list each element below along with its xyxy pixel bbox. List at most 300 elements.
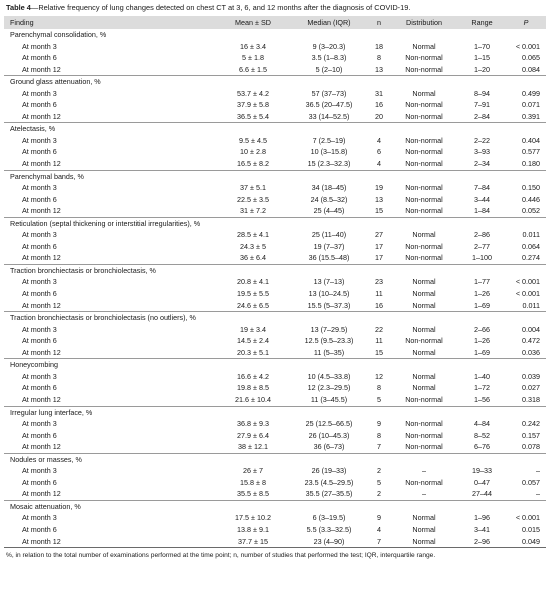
range-cell: 1–77 xyxy=(474,277,490,287)
mean-sd-cell: 16 ± 3.4 xyxy=(240,41,266,51)
finding-cell: At month 6 xyxy=(22,477,57,487)
p-value-cell: 0.039 xyxy=(522,371,540,381)
mean-sd-cell: 31 ± 7.2 xyxy=(240,206,266,216)
p-value-cell: 0.274 xyxy=(522,253,540,263)
mean-sd-cell: 35.5 ± 8.5 xyxy=(237,489,269,499)
header-mean-sd: Mean ± SD xyxy=(235,18,271,27)
n-cell: 23 xyxy=(375,277,383,287)
n-cell: 18 xyxy=(375,41,383,51)
n-cell: 4 xyxy=(377,524,381,534)
distribution-cell: – xyxy=(422,466,426,476)
n-cell: 17 xyxy=(375,241,383,251)
table-footnote: %, in relation to the total number of examinations performed at the time point; n, number of studies that performed the test; IQR, interquartile range. xyxy=(6,552,436,560)
median-iqr-cell: 57 (37–73) xyxy=(311,88,347,98)
finding-cell: At month 12 xyxy=(22,111,61,121)
median-iqr-cell: 36 (6–73) xyxy=(313,442,345,452)
distribution-cell: Non-normal xyxy=(405,111,443,121)
median-iqr-cell: 26 (10–45.3) xyxy=(308,430,350,440)
p-value-cell: 0.242 xyxy=(522,419,540,429)
median-iqr-cell: 19 (7–37) xyxy=(313,241,345,251)
table-body xyxy=(4,29,546,548)
range-cell: 2–66 xyxy=(474,324,490,334)
finding-cell: At month 6 xyxy=(22,194,57,204)
group-header-row xyxy=(4,217,546,229)
p-value-cell: 0.084 xyxy=(522,64,540,74)
finding-cell: At month 3 xyxy=(22,135,57,145)
p-value-cell: 0.577 xyxy=(522,147,540,157)
table-row xyxy=(4,300,546,312)
median-iqr-cell: 36.5 (20–47.5) xyxy=(305,100,353,110)
table-row xyxy=(4,524,546,536)
range-cell: 8–94 xyxy=(474,88,490,98)
median-iqr-cell: 10 (4.5–33.8) xyxy=(307,371,351,381)
range-cell: 2–22 xyxy=(474,135,490,145)
n-cell: 13 xyxy=(375,194,383,204)
mean-sd-cell: 6.6 ± 1.5 xyxy=(239,64,267,74)
p-value-cell: 0.057 xyxy=(522,477,540,487)
distribution-cell: Non-normal xyxy=(405,394,443,404)
mean-sd-cell: 37 ± 5.1 xyxy=(240,183,266,193)
table-row xyxy=(4,41,546,53)
distribution-cell: Normal xyxy=(412,277,436,287)
median-iqr-cell: 23 (4–90) xyxy=(290,536,368,548)
distribution-cell: Non-normal xyxy=(405,430,443,440)
distribution-cell: Normal xyxy=(412,230,436,240)
range-cell: 4–84 xyxy=(474,419,490,429)
group-title: Atelectasis, % xyxy=(4,123,546,135)
mean-sd-cell: 24.3 ± 5 xyxy=(240,241,266,251)
range-cell: 1–70 xyxy=(474,41,490,51)
table-row xyxy=(4,536,546,548)
table-row xyxy=(4,477,546,489)
n-cell: 19 xyxy=(375,183,383,193)
distribution-cell: Normal xyxy=(412,324,436,334)
range-cell: 2–84 xyxy=(474,111,490,121)
n-cell: 20 xyxy=(375,111,383,121)
table-label: Table 4 xyxy=(6,3,31,12)
mean-sd-cell: 27.9 ± 6.4 xyxy=(237,430,269,440)
n-cell: 7 xyxy=(377,442,381,452)
range-cell: 6–76 xyxy=(474,442,490,452)
table-row xyxy=(4,88,546,100)
range-cell: 19–33 xyxy=(472,466,492,476)
mean-sd-cell: 19.5 ± 5.5 xyxy=(237,289,269,299)
table-row xyxy=(4,111,546,123)
range-cell: 1–15 xyxy=(474,53,490,63)
range-cell: 1–20 xyxy=(474,64,490,74)
distribution-cell: Normal xyxy=(412,347,436,357)
p-value-cell: < 0.001 xyxy=(515,41,540,51)
group-title: Parenchymal consolidation, % xyxy=(10,30,107,39)
p-value-cell: – xyxy=(536,466,540,476)
table-row xyxy=(4,430,546,442)
range-cell: 1–56 xyxy=(474,394,490,404)
table-row xyxy=(4,418,546,430)
mean-sd-cell: 20.3 ± 5.1 xyxy=(237,347,269,357)
group-header-row xyxy=(4,76,546,88)
median-iqr-cell: 25 (4–45) xyxy=(313,206,345,216)
n-cell: 4 xyxy=(377,159,381,169)
finding-cell: At month 12 xyxy=(22,300,61,310)
table-row xyxy=(4,241,546,253)
header-median-iqr: Median (IQR) xyxy=(307,18,351,27)
table-row xyxy=(4,205,546,217)
mean-sd-cell: 20.8 ± 4.1 xyxy=(237,277,269,287)
p-value-cell: 0.052 xyxy=(522,206,540,216)
table-row xyxy=(4,146,546,158)
group-header-row xyxy=(4,29,546,41)
n-cell: 2 xyxy=(377,466,381,476)
n-cell: 4 xyxy=(377,135,381,145)
p-value-cell: 0.071 xyxy=(522,100,540,110)
header-finding: Finding xyxy=(10,18,34,27)
finding-cell: At month 3 xyxy=(22,466,57,476)
n-cell: 27 xyxy=(375,230,383,240)
distribution-cell: Non-normal xyxy=(405,442,443,452)
median-iqr-cell: 15 (2.3–32.3) xyxy=(307,159,351,169)
group-title: Reticulation (septal thickening or interstitial irregularities), % xyxy=(4,217,546,229)
range-cell: 1–40 xyxy=(474,371,490,381)
mean-sd-cell: 37.7 ± 15 xyxy=(216,536,290,548)
p-value-cell: 0.027 xyxy=(522,383,540,393)
distribution-cell: Normal xyxy=(412,513,436,523)
p-value-cell: 0.064 xyxy=(522,241,540,251)
median-iqr-cell: 35.5 (27–35.5) xyxy=(305,489,353,499)
mean-sd-cell: 13.8 ± 9.1 xyxy=(237,524,269,534)
finding-cell: At month 12 xyxy=(22,159,61,169)
table-row xyxy=(4,324,546,336)
median-iqr-cell: 33 (14–52.5) xyxy=(308,111,350,121)
finding-cell: At month 12 xyxy=(22,253,61,263)
range-cell: 1–69 xyxy=(474,347,490,357)
mean-sd-cell: 10 ± 2.8 xyxy=(240,147,266,157)
range-cell: 1–26 xyxy=(474,336,490,346)
header-n: n xyxy=(377,18,381,27)
distribution-cell: Non-normal xyxy=(405,100,443,110)
p-value-cell: 0.318 xyxy=(522,394,540,404)
p-value-cell: 0.150 xyxy=(522,183,540,193)
p-value-cell: 0.004 xyxy=(522,324,540,334)
n-cell: 17 xyxy=(375,253,383,263)
mean-sd-cell: 38 ± 12.1 xyxy=(238,442,268,452)
finding-cell: At month 6 xyxy=(22,53,57,63)
table-row xyxy=(4,371,546,383)
table-row xyxy=(4,252,546,264)
group-title: Irregular lung interface, % xyxy=(4,406,546,418)
distribution-cell: Non-normal xyxy=(405,419,443,429)
range-cell: 1–26 xyxy=(474,289,490,299)
table-row xyxy=(4,194,546,206)
p-value-cell: 0.015 xyxy=(522,524,540,534)
range-cell: 1–84 xyxy=(474,206,490,216)
finding-cell: At month 6 xyxy=(22,336,57,346)
median-iqr-cell: 15.5 (5–37.3) xyxy=(307,300,351,310)
finding-cell: At month 6 xyxy=(22,241,57,251)
group-header-row xyxy=(4,170,546,182)
group-title: Mosaic attenuation, % xyxy=(4,500,546,512)
n-cell: 31 xyxy=(375,88,383,98)
range-cell: 2–77 xyxy=(474,241,490,251)
median-iqr-cell: 9 (3–20.3) xyxy=(312,41,346,51)
finding-cell: At month 6 xyxy=(22,383,57,393)
table-row xyxy=(4,441,546,453)
distribution-cell: Non-normal xyxy=(405,194,443,204)
header-distribution: Distribution xyxy=(406,18,442,27)
table-row xyxy=(4,288,546,300)
distribution-cell: Normal xyxy=(412,371,436,381)
distribution-cell: Non-normal xyxy=(405,64,443,74)
table-row xyxy=(4,182,546,194)
group-header-row xyxy=(4,264,546,276)
finding-cell: At month 3 xyxy=(22,324,57,334)
header-range: Range xyxy=(471,18,493,27)
median-iqr-cell: 11 (5–35) xyxy=(313,347,345,357)
n-cell: 9 xyxy=(377,513,381,523)
table-row xyxy=(4,135,546,147)
range-cell: 3–93 xyxy=(474,147,490,157)
median-iqr-cell: 5 (2–10) xyxy=(315,64,343,74)
median-iqr-cell: 3.5 (1–8.3) xyxy=(311,53,347,63)
median-iqr-cell: 13 (7–13) xyxy=(313,277,345,287)
p-value-cell: 0.011 xyxy=(522,230,540,240)
group-title: Ground glass attenuation, % xyxy=(4,76,546,88)
range-cell: 3–41 xyxy=(474,524,490,534)
median-iqr-cell: 34 (18–45) xyxy=(311,183,347,193)
median-iqr-cell: 13 (10–24.5) xyxy=(308,289,350,299)
mean-sd-cell: 16.6 ± 4.2 xyxy=(237,371,269,381)
range-cell: 27–44 xyxy=(472,489,492,499)
table-row xyxy=(4,335,546,347)
distribution-cell: Normal xyxy=(412,41,436,51)
finding-cell: At month 12 xyxy=(22,394,61,404)
finding-cell: At month 3 xyxy=(22,419,57,429)
table-row xyxy=(4,64,546,76)
range-cell: 1–96 xyxy=(474,513,490,523)
finding-cell: At month 6 xyxy=(22,430,57,440)
mean-sd-cell: 36.5 ± 5.4 xyxy=(237,111,269,121)
mean-sd-cell: 53.7 ± 4.2 xyxy=(237,88,269,98)
mean-sd-cell: 17.5 ± 10.2 xyxy=(235,513,271,523)
n-cell: 15 xyxy=(375,206,383,216)
distribution-cell: Normal xyxy=(412,524,436,534)
header-p-value: P xyxy=(523,18,529,27)
p-value-cell: 0.404 xyxy=(522,135,540,145)
p-value-cell: 0.065 xyxy=(522,53,540,63)
finding-cell: At month 12 xyxy=(22,489,61,499)
p-value-cell: 0.391 xyxy=(522,111,540,121)
group-title: Traction bronchiectasis or bronchiolectasis (no outliers), % xyxy=(4,312,546,324)
n-cell: 15 xyxy=(375,347,383,357)
p-value-cell: 0.011 xyxy=(522,300,540,310)
table-row xyxy=(4,347,546,359)
distribution-cell: Non-normal xyxy=(405,477,443,487)
n-cell: 2 xyxy=(377,489,381,499)
table-row xyxy=(4,512,546,524)
median-iqr-cell: 11 (3–45.5) xyxy=(310,394,348,404)
median-iqr-cell: 10 (3–15.8) xyxy=(310,147,348,157)
range-cell: 7–84 xyxy=(474,183,490,193)
finding-cell: At month 3 xyxy=(22,88,57,98)
group-title: Traction bronchiectasis or bronchiolectasis, % xyxy=(4,264,546,276)
p-value-cell: 0.049 xyxy=(506,536,546,548)
mean-sd-cell: 19.8 ± 8.5 xyxy=(237,383,269,393)
n-cell: 7 xyxy=(368,536,390,548)
range-cell: 1–72 xyxy=(474,383,490,393)
range-cell: 1–100 xyxy=(472,253,492,263)
median-iqr-cell: 23.5 (4.5–29.5) xyxy=(304,477,354,487)
median-iqr-cell: 26 (19–33) xyxy=(311,466,347,476)
p-value-cell: < 0.001 xyxy=(515,513,540,523)
table-caption-text: —Relative frequency of lung changes detected on chest CT at 3, 6, and 12 months after the diagnosis of COVID-19. xyxy=(30,3,411,12)
group-title: Parenchymal bands, % xyxy=(4,170,546,182)
mean-sd-cell: 24.6 ± 6.5 xyxy=(237,300,269,310)
p-value-cell: 0.499 xyxy=(522,88,540,98)
median-iqr-cell: 6 (3–19.5) xyxy=(312,513,346,523)
table-row xyxy=(4,394,546,406)
n-cell: 16 xyxy=(375,300,383,310)
distribution-cell: Normal xyxy=(412,88,436,98)
p-value-cell: 0.036 xyxy=(522,347,540,357)
n-cell: 16 xyxy=(375,100,383,110)
finding-cell: At month 12 xyxy=(22,442,61,452)
distribution-cell: Normal xyxy=(412,300,436,310)
mean-sd-cell: 9.5 ± 4.5 xyxy=(239,135,267,145)
range-cell: 7–91 xyxy=(474,100,490,110)
distribution-cell: Normal xyxy=(412,383,436,393)
median-iqr-cell: 12.5 (9.5–23.3) xyxy=(304,336,354,346)
distribution-cell: Non-normal xyxy=(405,206,443,216)
mean-sd-cell: 15.8 ± 8 xyxy=(240,477,266,487)
finding-cell: At month 3 xyxy=(22,41,57,51)
p-value-cell: 0.472 xyxy=(522,336,540,346)
finding-cell: At month 3 xyxy=(22,371,57,381)
median-iqr-cell: 12 (2.3–29.5) xyxy=(307,383,351,393)
table-row xyxy=(4,99,546,111)
range-cell: 8–52 xyxy=(474,430,490,440)
table-caption xyxy=(6,3,546,13)
n-cell: 8 xyxy=(377,430,381,440)
median-iqr-cell: 36 (15.5–48) xyxy=(308,253,350,263)
finding-cell: At month 12 xyxy=(4,536,216,548)
p-value-cell: 0.078 xyxy=(522,442,540,452)
header-row xyxy=(4,16,546,29)
median-iqr-cell: 5.5 (3.3–32.5) xyxy=(306,524,352,534)
mean-sd-cell: 37.9 ± 5.8 xyxy=(237,100,269,110)
n-cell: 8 xyxy=(377,53,381,63)
distribution-cell: Non-normal xyxy=(405,53,443,63)
mean-sd-cell: 22.5 ± 3.5 xyxy=(237,194,269,204)
distribution-cell: Non-normal xyxy=(405,135,443,145)
distribution-cell: Non-normal xyxy=(405,147,443,157)
finding-cell: At month 3 xyxy=(22,230,57,240)
n-cell: 11 xyxy=(375,336,383,346)
group-header-row xyxy=(4,359,546,371)
distribution-cell: – xyxy=(422,489,426,499)
p-value-cell: – xyxy=(536,489,540,499)
p-value-cell: 0.180 xyxy=(522,159,540,169)
median-iqr-cell: 25 (11–40) xyxy=(311,230,347,240)
range-cell: 1–69 xyxy=(474,300,490,310)
n-cell: 22 xyxy=(375,324,383,334)
n-cell: 12 xyxy=(375,371,383,381)
mean-sd-cell: 36.8 ± 9.3 xyxy=(237,419,269,429)
n-cell: 6 xyxy=(377,147,381,157)
n-cell: 13 xyxy=(375,64,383,74)
median-iqr-cell: 25 (12.5–66.5) xyxy=(305,419,353,429)
p-value-cell: < 0.001 xyxy=(515,277,540,287)
mean-sd-cell: 14.5 ± 2.4 xyxy=(237,336,269,346)
n-cell: 9 xyxy=(377,419,381,429)
finding-cell: At month 12 xyxy=(22,64,61,74)
group-title: Nodules or masses, % xyxy=(4,453,546,465)
distribution-cell: Normal xyxy=(390,536,458,548)
finding-cell: At month 6 xyxy=(22,100,57,110)
n-cell: 5 xyxy=(377,477,381,487)
distribution-cell: Non-normal xyxy=(405,253,443,263)
range-cell: 3–44 xyxy=(474,194,490,204)
mean-sd-cell: 21.6 ± 10.4 xyxy=(235,394,271,404)
table-row xyxy=(4,229,546,241)
p-value-cell: 0.157 xyxy=(522,430,540,440)
median-iqr-cell: 13 (7–29.5) xyxy=(310,324,348,334)
finding-cell: At month 12 xyxy=(22,347,61,357)
table-row xyxy=(4,488,546,500)
mean-sd-cell: 26 ± 7 xyxy=(243,466,263,476)
range-cell: 2–34 xyxy=(474,159,490,169)
distribution-cell: Normal xyxy=(412,289,436,299)
finding-cell: At month 12 xyxy=(22,206,61,216)
finding-cell: At month 6 xyxy=(22,289,57,299)
distribution-cell: Non-normal xyxy=(405,336,443,346)
group-header-row xyxy=(4,406,546,418)
p-value-cell: < 0.001 xyxy=(515,289,540,299)
range-cell: 2–86 xyxy=(474,230,490,240)
table-row xyxy=(4,276,546,288)
n-cell: 8 xyxy=(377,383,381,393)
mean-sd-cell: 5 ± 1.8 xyxy=(242,53,264,63)
finding-cell: At month 3 xyxy=(22,277,57,287)
finding-cell: At month 6 xyxy=(22,147,57,157)
median-iqr-cell: 7 (2.5–19) xyxy=(312,135,346,145)
group-header-row xyxy=(4,453,546,465)
p-value-cell: 0.446 xyxy=(522,194,540,204)
group-title: Honeycombing xyxy=(4,359,546,371)
n-cell: 11 xyxy=(375,289,383,299)
mean-sd-cell: 16.5 ± 8.2 xyxy=(237,159,269,169)
group-header-row xyxy=(4,123,546,135)
table-row xyxy=(4,382,546,394)
n-cell: 5 xyxy=(377,394,381,404)
range-cell: 0–47 xyxy=(474,477,490,487)
finding-cell: At month 3 xyxy=(22,183,57,193)
finding-cell: At month 6 xyxy=(22,524,57,534)
table-row xyxy=(4,52,546,64)
distribution-cell: Non-normal xyxy=(405,183,443,193)
findings-table xyxy=(4,16,546,548)
mean-sd-cell: 28.5 ± 4.1 xyxy=(237,230,269,240)
distribution-cell: Non-normal xyxy=(405,159,443,169)
mean-sd-cell: 19 ± 3.4 xyxy=(240,324,266,334)
table-row xyxy=(4,158,546,170)
range-cell: 2–96 xyxy=(458,536,506,548)
group-header-row xyxy=(4,312,546,324)
median-iqr-cell: 24 (8.5–32) xyxy=(310,194,348,204)
group-header-row xyxy=(4,500,546,512)
table-row xyxy=(4,465,546,477)
finding-cell: At month 3 xyxy=(22,513,57,523)
distribution-cell: Non-normal xyxy=(405,241,443,251)
mean-sd-cell: 36 ± 6.4 xyxy=(240,253,266,263)
